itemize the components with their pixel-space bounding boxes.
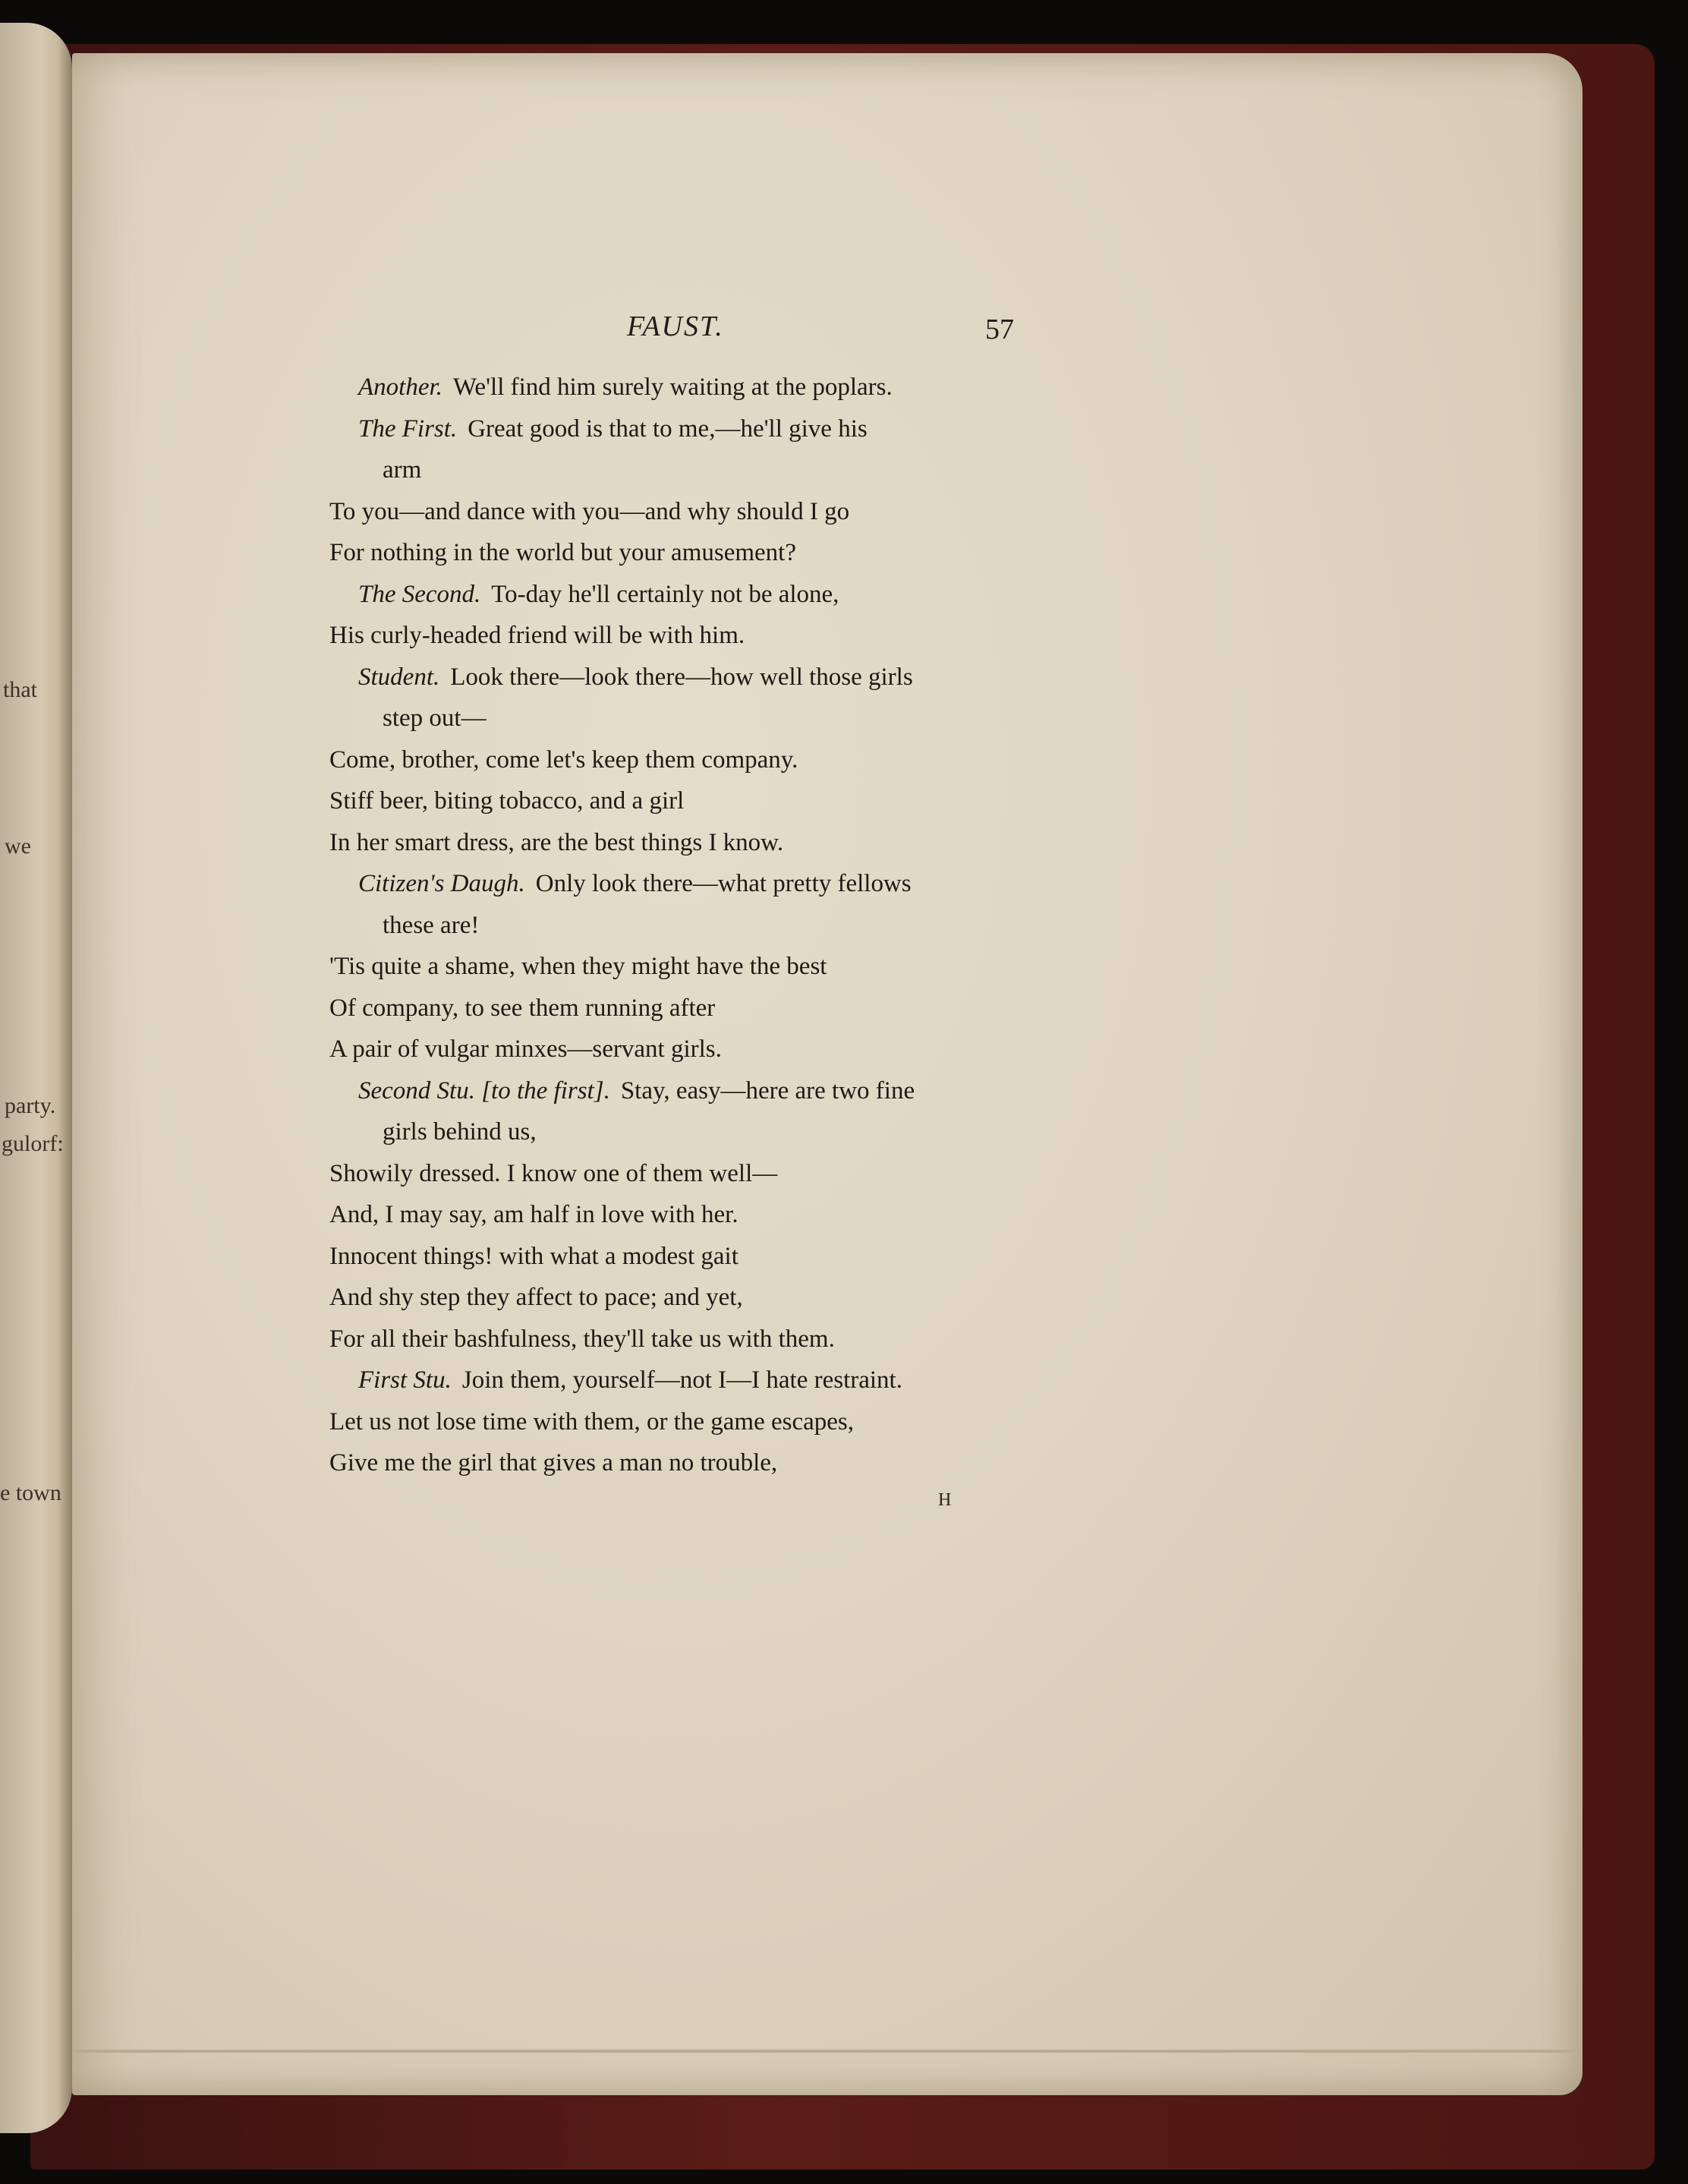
verse-line <box>329 953 827 981</box>
verse-line <box>329 829 783 857</box>
verse-line <box>329 746 798 774</box>
line-text: Stiff beer, biting tobacco, and a girl <box>329 787 685 815</box>
page-number: 57 <box>985 314 1014 345</box>
speech-line <box>358 373 893 402</box>
left-page-edge <box>0 23 72 2133</box>
verse-line <box>329 1325 835 1354</box>
verse-line <box>329 1449 777 1477</box>
line-text: 'Tis quite a shame, when they might have the best <box>329 953 827 980</box>
speaker-label: The Second. <box>358 580 481 608</box>
book-page <box>72 53 1583 2095</box>
line-text: these are! <box>383 911 480 939</box>
line-text: For nothing in the world but your amusement? <box>329 539 796 566</box>
verse-line <box>329 994 715 1023</box>
line-text: His curly-headed friend will be with him. <box>329 622 745 649</box>
line-text: Only look there—what pretty fellows <box>535 870 912 897</box>
speech-line <box>358 415 868 443</box>
verse-line <box>329 787 684 815</box>
speaker-label: First Stu. <box>358 1366 452 1394</box>
line-text: To-day he'll certainly not be alone, <box>491 580 839 608</box>
speaker-label: The First. <box>358 414 458 443</box>
verse-line <box>329 1243 738 1271</box>
left-fragment: gulorf: <box>2 1131 64 1156</box>
line-text: For all their bashfulness, they'll take us with them. <box>329 1325 835 1353</box>
line-text: A pair of vulgar minxes—servant girls. <box>329 1035 722 1063</box>
line-text: Great good is that to me,—he'll give his <box>468 414 868 443</box>
verse-line <box>329 1035 722 1064</box>
speaker-label: Citizen's Daugh. <box>358 870 525 897</box>
signature-mark: H <box>938 1490 953 1510</box>
speech-line <box>358 581 839 609</box>
speech-line <box>358 1366 902 1395</box>
speech-line <box>358 1077 915 1105</box>
verse-line <box>383 704 487 733</box>
line-text: Come, brother, come let's keep them company. <box>329 745 798 774</box>
page-bottom-edge <box>72 2050 1583 2053</box>
line-text: girls behind us, <box>383 1118 537 1146</box>
speech-line <box>358 663 913 692</box>
verse-line <box>383 912 479 940</box>
verse-line <box>329 539 796 567</box>
speaker-label: Another. <box>358 373 442 401</box>
line-text: Showily dressed. I know one of them well— <box>329 1159 778 1187</box>
left-fragment: e town <box>0 1480 61 1505</box>
line-text: Join them, yourself—not I—I hate restraint. <box>461 1366 902 1394</box>
verse-line <box>329 1160 777 1188</box>
line-text: arm <box>383 456 422 484</box>
line-text: To you—and dance with you—and why should I go <box>329 497 850 525</box>
line-text: Give me the girl that gives a man no trouble, <box>329 1449 778 1476</box>
line-text: Look there—look there—how well those girls <box>450 663 913 691</box>
line-text: Let us not lose time with them, or the game escapes, <box>329 1407 854 1436</box>
verse-line <box>329 1201 738 1229</box>
line-text: And shy step they affect to pace; and yet, <box>329 1284 743 1311</box>
line-text: And, I may say, am half in love with her. <box>329 1201 738 1228</box>
speaker-label: Student. <box>358 663 440 691</box>
line-text: Stay, easy—here are two fine <box>620 1076 915 1105</box>
line-text: Of company, to see them running after <box>329 994 716 1022</box>
left-fragment: we <box>5 834 31 859</box>
verse-line <box>329 1408 854 1436</box>
line-text: step out— <box>383 704 487 732</box>
verse-line <box>383 1118 537 1146</box>
speaker-label: Second Stu. [to the first]. <box>358 1076 610 1105</box>
left-fragment: party. <box>5 1093 56 1118</box>
line-text: Innocent things! with what a modest gait <box>329 1242 738 1270</box>
verse-line <box>329 1284 743 1312</box>
left-fragment: that <box>3 677 37 702</box>
speech-line <box>358 870 912 898</box>
line-text: In her smart dress, are the best things I know. <box>329 828 784 856</box>
verse-line <box>329 622 745 650</box>
verse-line <box>329 498 849 526</box>
verse-line <box>383 456 421 484</box>
running-head: FAUST. <box>627 310 724 342</box>
line-text: We'll find him surely waiting at the poplars. <box>452 373 893 401</box>
